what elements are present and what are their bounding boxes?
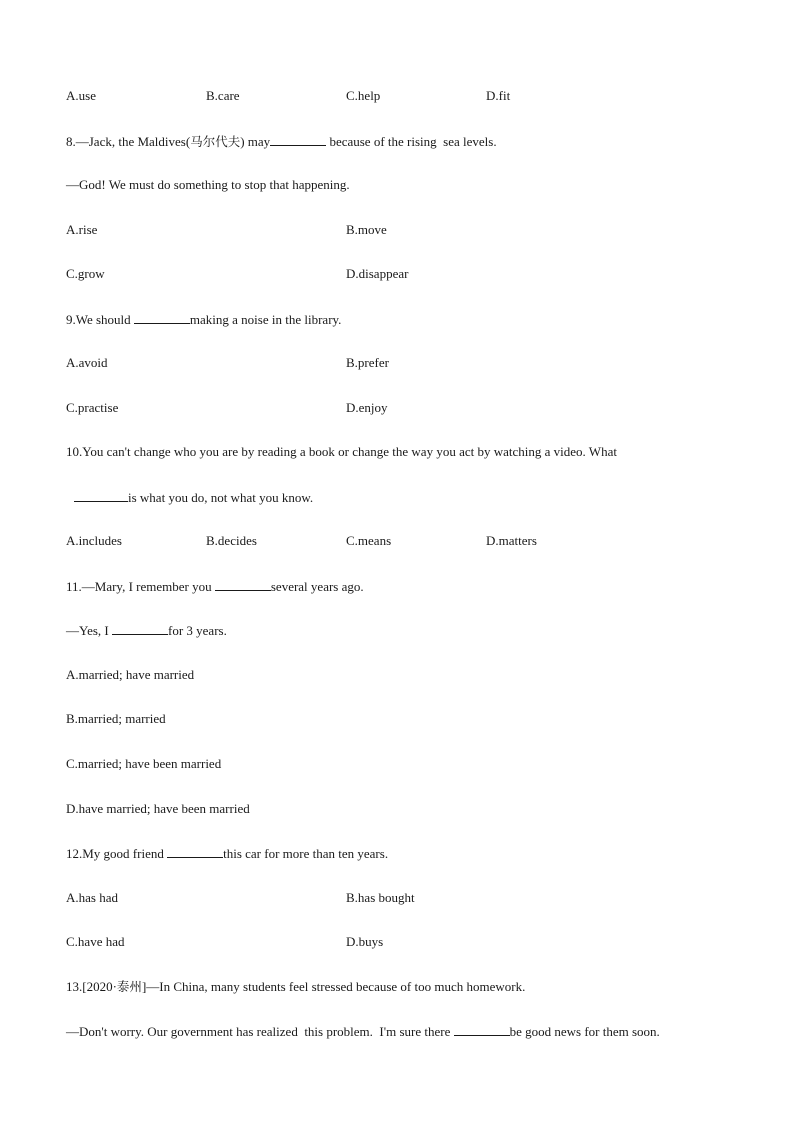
- q9-option-b[interactable]: B.prefer: [346, 355, 389, 370]
- q13-stem-chinese: 泰州: [116, 979, 142, 994]
- q12-stem: [66, 845, 388, 862]
- q10-option-d[interactable]: D.matters: [486, 533, 537, 548]
- q9-stem-part: 9.We should: [66, 312, 134, 327]
- q8-option-d[interactable]: D.disappear: [346, 266, 409, 281]
- q11-stem-part: several years ago.: [270, 579, 364, 594]
- answer-blank[interactable]: [270, 133, 326, 146]
- answer-blank[interactable]: [74, 489, 128, 502]
- q9-option-a[interactable]: A.avoid: [66, 355, 108, 370]
- q11-reply-part: —Yes, I: [66, 623, 112, 638]
- q7-option-a[interactable]: A.use: [66, 88, 96, 103]
- answer-blank[interactable]: [215, 578, 271, 591]
- answer-blank[interactable]: [167, 845, 223, 858]
- q12-option-d[interactable]: D.buys: [346, 934, 384, 949]
- q12-option-a[interactable]: A.has had: [66, 890, 118, 905]
- q10-option-c[interactable]: C.means: [346, 533, 392, 548]
- q8-stem-part: 8.—Jack, the Maldives(: [66, 134, 191, 149]
- q11-option-c[interactable]: C.married; have been married: [66, 756, 222, 771]
- q8-stem-part: because of the rising sea levels.: [326, 134, 497, 149]
- q12-option-b[interactable]: B.has bought: [346, 890, 415, 905]
- answer-blank[interactable]: [112, 622, 168, 635]
- q13-reply-part: be good news for them soon.: [509, 1024, 660, 1039]
- q8-option-c[interactable]: C.grow: [66, 266, 105, 281]
- answer-blank[interactable]: [454, 1023, 510, 1036]
- q8-option-b[interactable]: B.move: [346, 222, 387, 237]
- q8-stem: [66, 133, 497, 150]
- q13-stem: [66, 979, 525, 995]
- q9-stem-part: making a noise in the library.: [189, 312, 342, 327]
- q11-stem-part: 11.—Mary, I remember you: [66, 579, 215, 594]
- q10-stem-line1: 10.You can't change who you are by reading a book or change the way you act by watching a video. What: [66, 444, 617, 459]
- q12-option-c[interactable]: C.have had: [66, 934, 125, 949]
- q11-option-d[interactable]: D.have married; have been married: [66, 801, 250, 816]
- q12-stem-part: this car for more than ten years.: [223, 846, 389, 861]
- q10-option-b[interactable]: B.decides: [206, 533, 257, 548]
- q7-option-c[interactable]: C.help: [346, 88, 381, 103]
- q11-reply: [66, 622, 227, 639]
- q9-option-c[interactable]: C.practise: [66, 400, 119, 415]
- q11-stem: [66, 578, 364, 595]
- q11-option-b[interactable]: B.married; married: [66, 711, 166, 726]
- q8-stem-chinese: 马尔代夫: [190, 134, 241, 149]
- q10-stem-part: is what you do, not what you know.: [128, 490, 314, 505]
- answer-blank[interactable]: [134, 311, 190, 324]
- q8-reply: —God! We must do something to stop that happening.: [66, 177, 350, 192]
- q13-reply-part: —Don't worry. Our government has realized this problem. I'm sure there: [66, 1024, 454, 1039]
- q9-stem: [66, 311, 341, 328]
- q12-stem-part: 12.My good friend: [66, 846, 168, 861]
- q13-stem-part: ]—In China, many students feel stressed because of too much homework.: [141, 979, 526, 994]
- q11-reply-part: for 3 years.: [168, 623, 227, 638]
- q10-option-a[interactable]: A.includes: [66, 533, 122, 548]
- q8-stem-part: ) may: [240, 134, 271, 149]
- q10-stem-line2: [74, 489, 313, 506]
- q7-option-d[interactable]: D.fit: [486, 88, 511, 103]
- q13-reply: [66, 1023, 660, 1040]
- q7-option-b[interactable]: B.care: [206, 88, 240, 103]
- q13-stem-part: 13.[2020·: [66, 979, 117, 994]
- q8-option-a[interactable]: A.rise: [66, 222, 98, 237]
- q11-option-a[interactable]: A.married; have married: [66, 667, 195, 682]
- q9-option-d[interactable]: D.enjoy: [346, 400, 388, 415]
